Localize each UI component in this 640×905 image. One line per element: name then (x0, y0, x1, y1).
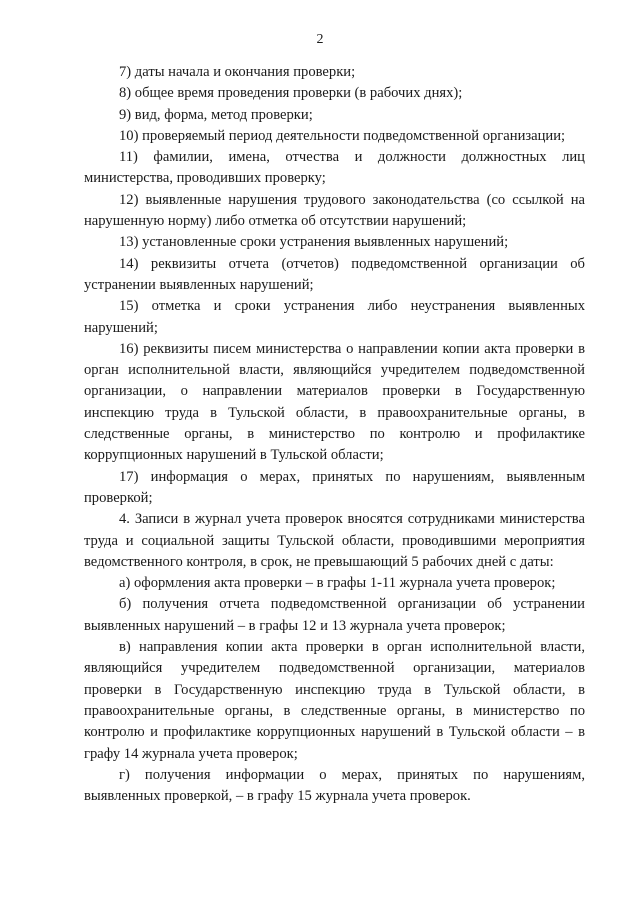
list-item-17-measures-info: 17) информация о мерах, принятых по нарушениям, выявленным проверкой; (84, 468, 585, 506)
sub-item-b: б) получения отчета подведомственной организации об устранении выявленных нарушений – в графы 12 и 13 журнала учета проверок; (84, 596, 585, 634)
document-body (84, 62, 585, 807)
list-item-10-period: 10) проверяемый период деятельности подведомственной организации; (119, 127, 566, 144)
sub-item-a: а) оформления акта проверки – в графы 1-11 журнала учета проверок; (119, 575, 556, 592)
list-item-12-violations: 12) выявленные нарушения трудового законодательства (со ссылкой на нарушенную норму) либо отметка об отсутствии нарушений; (84, 191, 585, 230)
list-item-8-total-time: 8) общее время проведения проверки (в рабочих днях); (119, 85, 463, 102)
list-item-15-elimination-mark: 15) отметка и сроки устранения либо неустранения выявленных нарушений; (84, 298, 585, 336)
sub-item-v: в) направления копии акта проверки в орган исполнительной власти, являющийся учредителем подведомственной организации, материалов проверки в Государственную инспекцию труда в Тульской области, в правоохранительные органы, в следственные органы, в министерство по контролю и профилактике коррупционных нарушений в Тульской области – в графу 14 журнала учета проверок; (84, 639, 585, 762)
page-number: 2 (316, 32, 324, 47)
section-4-records-paragraph: 4. Записи в журнал учета проверок вносятся сотрудниками министерства труда и социальной защиты Тульской области, проводившими мероприятия ведомственного контроля, в срок, не превышающий 5 рабочих дней с даты: (84, 511, 585, 570)
list-item-7-inspection-dates: 7) даты начала и окончания проверки; (119, 64, 356, 80)
list-item-11-officials: 11) фамилии, имена, отчества и должности должностных лиц министерства, проводивших проверку; (84, 149, 585, 187)
sub-item-g: г) получения информации о мерах, принятых по нарушениям, выявленных проверкой, – в графу 15 журнала учета проверок. (84, 766, 585, 805)
list-item-13-deadlines: 13) установленные сроки устранения выявленных нарушений; (119, 234, 509, 251)
list-item-9-type-form-method: 9) вид, форма, метод проверки; (119, 106, 313, 123)
list-item-16-letters-details: 16) реквизиты писем министерства о направлении копии акта проверки в орган исполнительной власти, являющийся учредителем подведомственной организации, о направлении материалов проверки в Государственную инспекцию труда в Тульской области, в правоохранительные органы, в следственные органы, в министерство по контролю и профилактике коррупционных нарушений в Тульской области; (84, 340, 585, 464)
list-item-14-report-details: 14) реквизиты отчета (отчетов) подведомственной организации об устранении выявленных нарушений; (84, 255, 585, 293)
